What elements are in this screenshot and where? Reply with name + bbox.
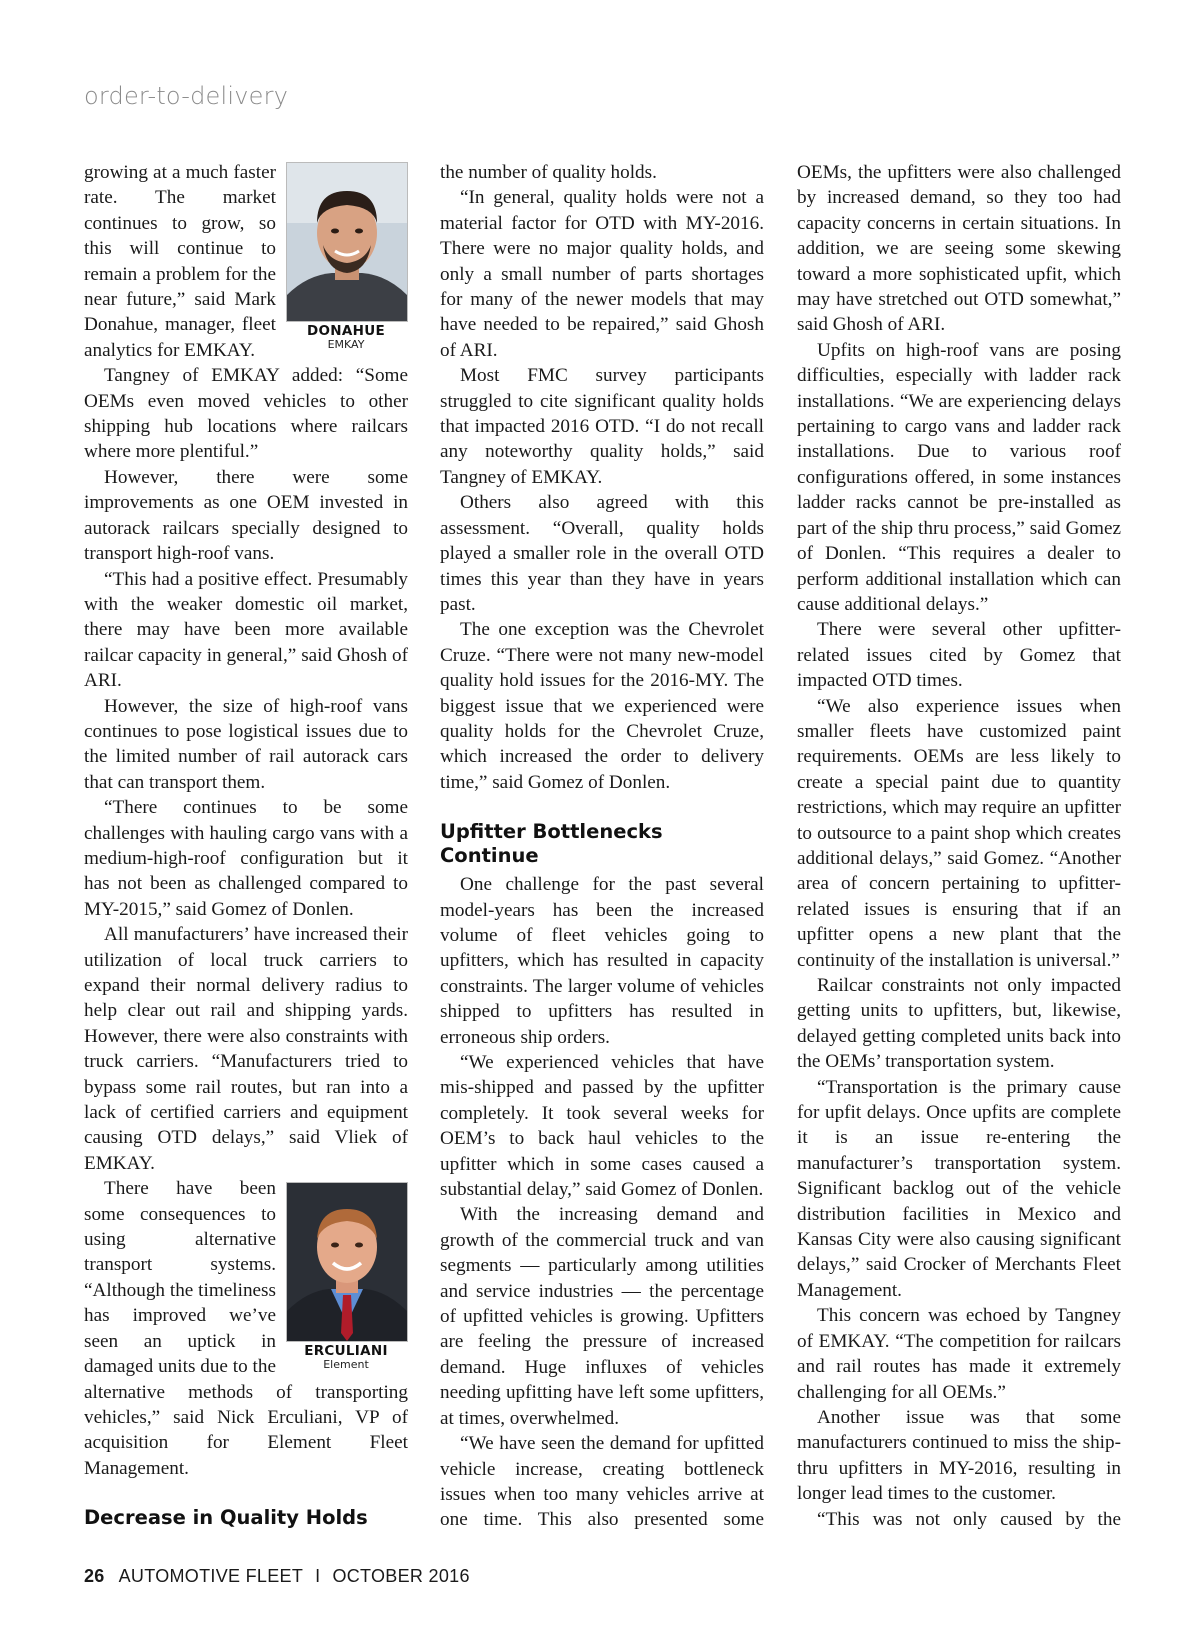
paragraph: “We have seen the demand for upfitted vehicle increase, creating bottleneck issues when too many vehicles arrive at one time. This also presented some	[440, 1433, 764, 1530]
article-column-1	[84, 160, 408, 1530]
article-column-2	[440, 160, 764, 1530]
paragraph: There have been some consequences to using alternative transport systems. “Although the timeliness has improved we’ve seen an uptick in damaged units due to the alternative methods of transporting vehicles,” said Nick Erculiani, VP of acquisition for Element Fleet Management.	[84, 1178, 408, 1479]
section-label: order-to-delivery	[84, 82, 289, 110]
donahue-portrait	[286, 162, 408, 322]
erculiani-portrait	[286, 1182, 408, 1342]
paragraph: Railcar constraints not only impacted getting units to upfitters, but, likewise, delayed getting completed units back into the OEMs’ transportation system.	[797, 975, 1121, 1073]
erculiani-caption-org: Element	[323, 1358, 369, 1372]
paragraph: This concern was echoed by Tangney of EMKAY. “The competition for railcars and rail routes has made it extremely challenging for all OEMs.”	[797, 1305, 1121, 1403]
paragraph: the number of quality holds.	[440, 162, 657, 183]
paragraph: The one exception was the Chevrolet Cruze. “There were not many new-model quality hold issues for the 2016-MY. The biggest issue that we experienced were quality holds for the Chevrolet Cruze, which increased the order to delivery time,” said Gomez of Donlen.	[440, 619, 764, 793]
section-heading: Upfitter Bottlenecks Continue	[440, 820, 663, 868]
paragraph: Upfits on high-roof vans are posing difficulties, especially with ladder rack installations. “We are experiencing delays pertaining to cargo vans and ladder rack installations. Due to various roof configurations offered, in some instances ladder racks cannot be pre-installed as part of the ship thru process,” said Gomez of Donlen. “This requires a dealer to perform additional installation which can cause additional delays.”	[797, 339, 1121, 615]
page-footer	[84, 1566, 470, 1587]
paragraph: Others also agreed with this assessment. “Overall, quality holds played a smaller role in the overall OTD times this year than they have in years past.	[440, 492, 764, 615]
paragraph: “In general, quality holds were not a material factor for OTD with MY-2016. There were no major quality holds, and only a small number of parts shortages for many of the newer models that may have needed to be repaired,” said Ghosh of ARI.	[440, 187, 764, 361]
article-column-3	[797, 160, 1121, 1530]
paragraph: However, the size of high-roof vans continues to pose logistical issues due to the limited number of rail autorack cars that can transport them.	[84, 695, 408, 793]
paragraph: There were several other upfitter-related issues cited by Gomez that impacted OTD times.	[797, 619, 1121, 692]
issue-date: OCTOBER 2016	[332, 1566, 470, 1586]
paragraph: OEMs, the upfitters were also challenged by increased demand, so they too had capacity concerns in certain situations. In addition, we are seeing some skewing toward a more sophisticated upfit, which may have stretched out OTD somewhat,” said Ghosh of ARI.	[797, 162, 1121, 336]
paragraph: “There continues to be some challenges with hauling cargo vans with a medium-high-roof configuration but it has not been as challenged compared to MY-2015,” said Gomez of Donlen.	[84, 797, 408, 920]
paragraph: “Transportation is the primary cause for upfit delays. Once upfits are complete it is an issue re-entering the manufacturer’s transportation system. Significant backlog out of the vehicle distribution facilities in Mexico and Kansas City were also causing significant delays,” said Crocker of Merchants Fleet Management.	[797, 1076, 1121, 1301]
paragraph: “We also experience issues when smaller fleets have customized paint requirements. OEMs are less likely to create a special paint due to quantity restrictions, which may require an upfitter to outsource to a paint shop which creates additional delays,” said Gomez. “Another area of concern pertaining to upfitter-related issues is ensuring that if an upfitter opens a new plant that the continuity of the installation is universal.”	[797, 695, 1121, 971]
paragraph: Most FMC survey participants struggled to cite significant quality holds that impacted 2016 OTD. “I do not recall any noteworthy quality holds,” said Tangney of EMKAY.	[440, 365, 764, 488]
erculiani-caption-name: ERCULIANI	[304, 1343, 388, 1360]
portrait-illustration	[287, 163, 407, 321]
paragraph: “This was not only caused by the	[817, 1508, 1121, 1530]
donahue-caption-name: DONAHUE	[306, 323, 385, 339]
donahue-caption-org: EMKAY	[327, 338, 365, 351]
page-number: 26	[84, 1566, 105, 1586]
paragraph: However, there were some improvements as one OEM invested in autorack railcars specially designed to transport high-roof vans.	[84, 466, 408, 565]
paragraph: All manufacturers’ have increased their utilization of local truck carriers to expand their normal delivery radius to help clear out rail and shipping yards. However, there were also constraints with truck carriers. “Manufacturers tried to bypass some rail routes, but ran into a lack of certified carriers and equipment causing OTD delays,” said Vliek of EMKAY.	[84, 924, 408, 1174]
portrait-illustration	[287, 1183, 407, 1341]
paragraph: Tangney of EMKAY added: “Some OEMs even moved vehicles to other shipping hub locations where railcars where more plentiful.”	[84, 365, 408, 463]
donahue-photo-block	[284, 162, 408, 351]
footer-separator: I	[315, 1566, 321, 1586]
erculiani-photo-block	[284, 1182, 408, 1371]
section-heading: Decrease in Quality Holds	[84, 1506, 368, 1530]
paragraph: “We experienced vehicles that have mis-shipped and passed by the upfitter completely. It took several weeks for OEM’s to back haul vehicles to the upfitter which in some cases caused a substantial delay,” said Gomez of Donlen.	[440, 1052, 764, 1201]
paragraph: With the increasing demand and growth of the commercial truck and van segments — particularly among utilities and service industries — the percentage of upfitted vehicles is growing. Upfitters are feeling the pressure of increased demand. Huge influxes of vehicles needing upfitting have left some upfitters, at times, overwhelmed.	[440, 1204, 764, 1429]
publication-name: AUTOMOTIVE FLEET	[118, 1566, 304, 1586]
paragraph: Another issue was that some manufacturers continued to miss the ship-thru upfitters in MY-2016, resulting in longer lead times to the customer.	[797, 1406, 1121, 1505]
paragraph: growing at a much faster rate. The market continues to grow, so this will continue to remain a problem for the near future,” said Mark Donahue, manager, fleet analytics for EMKAY.	[84, 162, 276, 361]
paragraph: “This had a positive effect. Presumably with the weaker domestic oil market, there may have been more available railcar capacity in general,” said Ghosh of ARI.	[84, 568, 408, 692]
paragraph: One challenge for the past several model-years has been the increased volume of fleet vehicles going to upfitters, which has resulted in capacity constraints. The larger volume of vehicles shipped to upfitters has resulted in erroneous ship orders.	[440, 874, 764, 1048]
